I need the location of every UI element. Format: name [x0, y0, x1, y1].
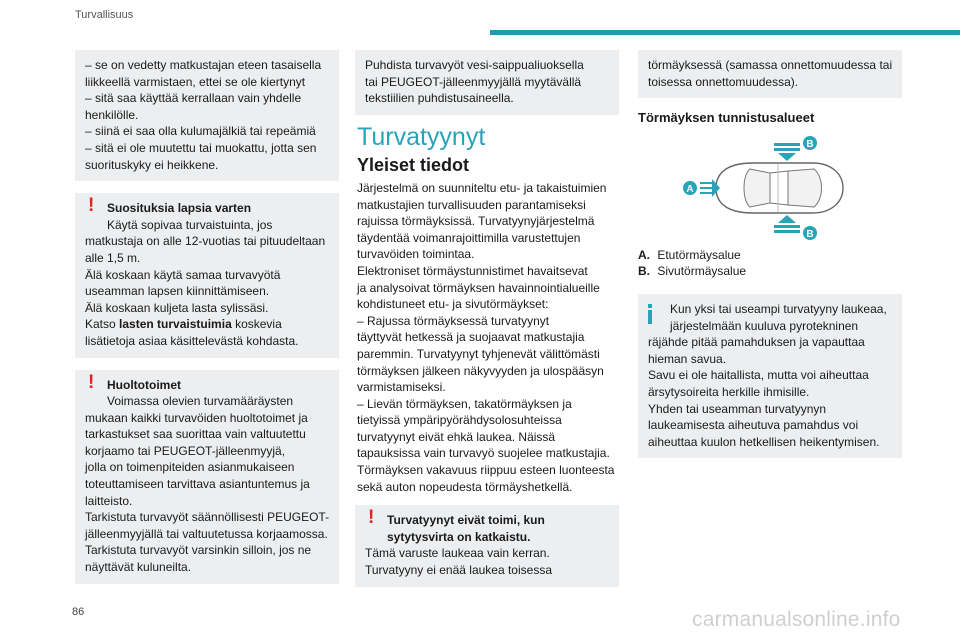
text-line: tietyissä ympäripyörähdysolosuhteissa	[357, 413, 562, 428]
text-line: lisätietoja asiaa käsittelevästä kohdasta.	[85, 333, 299, 348]
text-line: Turvatyyny ei enää laukea toisessa	[365, 563, 552, 578]
text-line: Tarkistuta turvavyöt säännöllisesti PEUGEOT-	[85, 510, 330, 525]
child-seat-reference: lasten turvaistuimia	[119, 317, 232, 332]
text-line: liikkeellä varmistaen, ettei se ole kiertynyt	[85, 74, 306, 89]
text-line: alle 1,5 m.	[85, 250, 141, 265]
text-line: Elektroniset törmäystunnistimet havaitsevat	[357, 263, 588, 278]
text-line: toteuttamiseen tarvittava asiantuntemus ja	[85, 477, 310, 492]
text-line: Puhdista turvavyöt vesi-saippualiuoksella	[365, 58, 584, 72]
text-line: suorituskyky ei heikkene.	[85, 157, 219, 172]
ignition-warning-box	[355, 505, 619, 586]
text-line: Savu ei ole haitallista, mutta voi aiheuttaa	[648, 368, 869, 383]
header-accent-bar	[490, 30, 960, 35]
text-line: aiheuttaa kuulon hetkellisen heikentymisen.	[648, 434, 880, 449]
text-line: paremmin. Turvatyynyt tyhjenevät välittömästi	[357, 346, 600, 361]
text-line: Törmäyksen vakavuus riippuu esteen luonteesta	[357, 463, 615, 478]
text-line: matkustaja on alle 12-vuotias tai pituudeltaan	[85, 234, 326, 249]
text-line: räjähde pitää pamahduksen ja vapauttaa	[648, 335, 865, 350]
text-line: turvavöiden toimintaa.	[357, 247, 475, 262]
legend-item: A. Etutörmäysalue	[638, 247, 741, 262]
text-line: mukaan kaikki turvavöiden huoltotoimet ja	[85, 410, 308, 425]
text-line: useamman lapsen kiinnittämiseen.	[85, 284, 270, 299]
warning-title: Huoltotoimet	[107, 377, 181, 392]
side-impact-arrow-top-icon	[774, 143, 800, 161]
text-line: näyttävät kuluneilta.	[85, 560, 192, 575]
continuation-box	[638, 50, 902, 98]
car-top-view-icon	[716, 163, 843, 213]
text-line: tarkastukset saa suorittaa vain valtuutettu	[85, 427, 306, 442]
text-line: kohdistuneet etu- ja sivutörmäykset:	[357, 297, 549, 312]
text-line: Voimassa olevien turvamääräysten	[107, 394, 294, 409]
text-line: Kun yksi tai useampi turvatyyny laukeaa,	[670, 301, 887, 316]
warning-title: Turvatyynyt eivät toimi, kun	[387, 513, 545, 528]
detection-zones-heading: Törmäyksen tunnistusalueet	[638, 110, 815, 126]
watermark: carmanualsonline.info	[692, 608, 901, 631]
text-line: Tämä varuste laukeaa vain kerran.	[365, 546, 550, 561]
cleaning-box	[355, 50, 619, 115]
label-b-top: B	[806, 138, 814, 150]
column-3	[638, 50, 902, 470]
label-b-bottom: B	[806, 228, 814, 240]
diagram-legend	[638, 247, 902, 280]
text-line: ja analysoivat törmäyksen havainnointialueille	[357, 280, 600, 295]
text-line: laukeamisesta aiheutuva pamahdus voi	[648, 418, 859, 433]
seatbelt-condition-box	[75, 50, 339, 181]
text-line: korjaamo tai PEUGEOT-jälleenmyyjä,	[85, 443, 286, 458]
section-title: Turvatyynyt	[357, 122, 486, 151]
text-line: tekstiilien puhdistusaineella.	[365, 91, 514, 106]
subheading: Yleiset tiedot	[357, 155, 470, 176]
pyrotechnic-info-box	[638, 294, 902, 458]
text-line: Katso lasten turvaistuimia koskevia	[85, 317, 282, 332]
crash-zones-diagram	[638, 133, 902, 243]
text-line: Tarkistuta turvavyöt varsinkin silloin, jos ne	[85, 543, 312, 558]
text-line: – sitä ei ole muutettu tai muokattu, jotta sen	[85, 140, 317, 155]
text-line: – se on vedetty matkustajan eteen tasaisella	[85, 58, 322, 72]
text-line: – siinä ei saa olla kulumajälkiä tai repeämiä	[85, 124, 316, 139]
text-line: varmistamiseksi.	[357, 380, 446, 395]
text-line: Käytä sopivaa turvaistuinta, jos	[107, 217, 273, 232]
text-line: Älä koskaan kuljeta lasta sylissäsi.	[85, 300, 269, 315]
warning-icon: !	[88, 371, 95, 393]
text-line: ärsytysoireita herkille ihmisille.	[648, 384, 810, 399]
text-line: tai PEUGEOT-jälleenmyyjällä myytävällä	[365, 74, 582, 89]
text-line: täyttyvät hetkessä ja suojaavat matkustajia	[357, 330, 585, 345]
text-line: – Rajussa törmäyksessä turvatyynyt	[357, 313, 550, 328]
legend-item: B. Sivutörmäysalue	[638, 264, 747, 279]
text-line: hieman savua.	[648, 351, 727, 366]
text-line: sekä auton nopeudesta törmäyshetkellä.	[357, 479, 573, 494]
text-line: Järjestelmä on suunniteltu etu- ja takaistuimien	[357, 180, 607, 195]
text-line: toisessa onnettomuudessa).	[648, 74, 799, 89]
text-line: jälleenmyyjällä tai valtuutetussa korjaamossa.	[85, 526, 328, 541]
warning-title: Suosituksia lapsia varten	[107, 201, 252, 216]
text-line: laitteisto.	[85, 493, 133, 508]
side-impact-arrow-bottom-icon	[774, 215, 800, 233]
text-line: matkustajien turvallisuuden parantamiseksi	[357, 197, 586, 212]
text-line: jolla on toimenpiteiden asianmukaiseen	[85, 460, 295, 475]
text-line: rajuissa törmäyksissä. Turvatyynyjärjestelmä	[357, 214, 595, 229]
label-a: A	[686, 183, 694, 195]
header-title: Turvallisuus	[75, 9, 134, 21]
warning-icon: !	[368, 507, 375, 529]
column-1	[75, 50, 339, 596]
text-line: tapauksissa vain turvavyö suojelee matkustajia.	[357, 446, 610, 461]
text-line: Yhden tai useamman turvatyynyn	[648, 401, 827, 416]
warning-title: sytytysvirta on katkaistu.	[387, 529, 531, 544]
text-line: täydentää voimanrajoittimilla varustettujen	[357, 230, 581, 245]
info-icon	[648, 304, 652, 324]
text-line: Älä koskaan käytä samaa turvavyötä	[85, 267, 281, 282]
maintenance-warning-box	[75, 370, 339, 584]
column-2	[355, 50, 619, 599]
airbag-body-text	[357, 180, 619, 495]
text-line: – sitä saa käyttää kerrallaan vain yhdelle	[85, 91, 302, 106]
children-warning-box	[75, 193, 339, 357]
text-line: järjestelmään kuuluva pyrotekninen	[670, 318, 859, 333]
text-line: henkilölle.	[85, 107, 139, 122]
text-line: törmäyksessä (samassa onnettomuudessa tai	[648, 58, 893, 72]
text-line: turvatyynyt eivät ehkä laukea. Näissä	[357, 429, 556, 444]
text-line: – Lievän törmäyksen, takatörmäyksen ja	[357, 396, 572, 411]
text-line: törmäyksen jälkeen näkyvyyden ja ulospääsyn	[357, 363, 604, 378]
warning-icon: !	[88, 195, 95, 217]
page-number: 86	[72, 606, 85, 618]
